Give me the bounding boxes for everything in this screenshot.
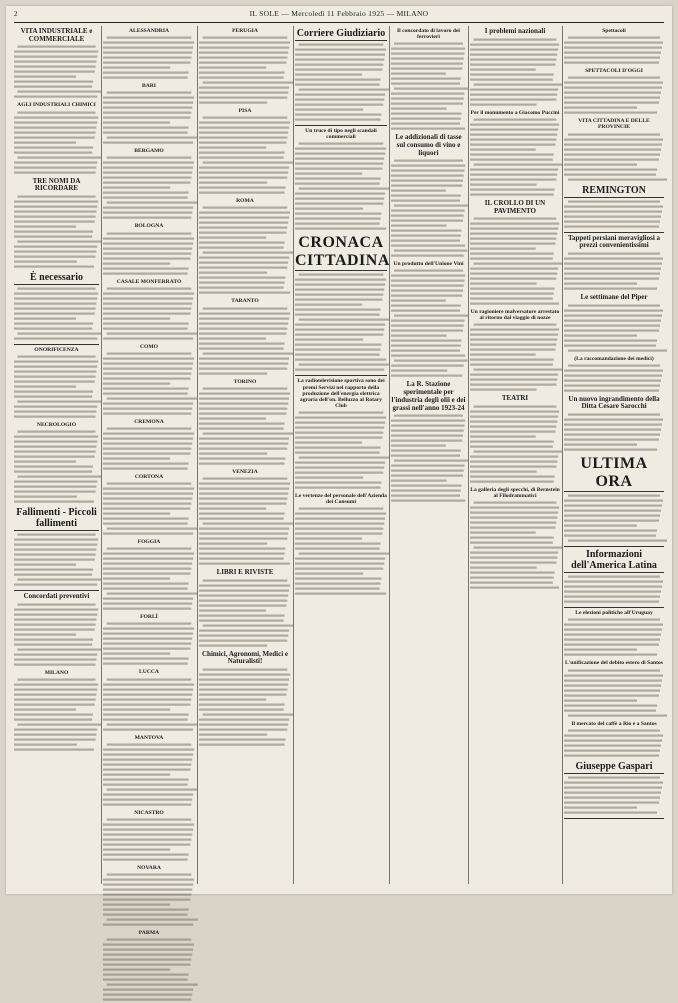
column-rule	[389, 26, 390, 884]
illegible-body-text	[564, 493, 664, 544]
column-4	[295, 26, 390, 884]
illegible-body-text	[564, 775, 664, 816]
illegible-body-text	[564, 574, 664, 605]
illegible-body-text	[14, 532, 99, 588]
text-lines-placeholder	[564, 668, 664, 718]
text-lines-placeholder	[199, 476, 291, 566]
text-lines-placeholder	[564, 775, 664, 815]
illegible-body-text	[103, 231, 195, 277]
headline: L'unificazione del debito estero di Santos	[565, 660, 663, 667]
text-lines-placeholder	[199, 115, 291, 195]
illegible-body-text	[199, 306, 291, 377]
illegible-body-text	[391, 413, 466, 504]
illegible-body-text	[103, 426, 195, 472]
illegible-body-text	[564, 363, 664, 394]
text-lines-placeholder	[470, 322, 560, 392]
text-lines-placeholder	[14, 354, 99, 419]
headline: AGLI INDUSTRIALI CHIMICI	[17, 102, 96, 109]
illegible-body-text	[103, 155, 195, 221]
illegible-body-text	[295, 506, 387, 597]
text-lines-placeholder	[103, 351, 195, 416]
column-1	[14, 26, 99, 884]
illegible-body-text	[470, 322, 560, 393]
text-lines-placeholder	[14, 677, 99, 752]
section-rule	[295, 375, 387, 376]
headline: COMO	[139, 343, 159, 350]
column-rule	[197, 26, 198, 884]
column-rule	[468, 26, 469, 884]
text-lines-placeholder	[295, 141, 387, 231]
illegible-body-text	[391, 268, 466, 379]
headline: Chimici, Agronomi, Medici e Naturalisti!	[202, 649, 288, 666]
headline: Spettacoli	[602, 28, 626, 34]
text-lines-placeholder	[199, 35, 291, 105]
text-lines-placeholder	[470, 216, 560, 306]
illegible-body-text	[564, 728, 664, 759]
column-6	[470, 26, 560, 884]
text-lines-placeholder	[14, 602, 99, 667]
headline: SPETTACOLI D'OGGI	[585, 68, 643, 75]
text-lines-placeholder	[103, 90, 195, 145]
illegible-body-text	[564, 132, 664, 183]
illegible-body-text	[564, 617, 664, 658]
headline: ROMA	[236, 198, 254, 205]
headline: Un truce di tipo negli scandali commerciali	[305, 128, 377, 141]
illegible-body-text	[199, 476, 291, 567]
text-lines-placeholder	[14, 194, 99, 269]
illegible-body-text	[14, 286, 99, 342]
illegible-body-text	[564, 303, 664, 354]
text-lines-placeholder	[295, 506, 387, 596]
illegible-body-text	[103, 546, 195, 612]
text-lines-placeholder	[470, 37, 560, 107]
headline: Il mercato del caffè a Rio e a Santos	[571, 720, 657, 727]
text-lines-placeholder	[199, 667, 291, 747]
text-lines-placeholder	[103, 155, 195, 220]
text-lines-placeholder	[564, 574, 664, 604]
illegible-body-text	[470, 37, 560, 108]
illegible-body-text	[199, 115, 291, 196]
headline: LIBRI E RIVISTE	[216, 567, 274, 576]
illegible-body-text	[14, 429, 99, 505]
illegible-body-text	[103, 621, 195, 667]
text-lines-placeholder	[103, 742, 195, 807]
text-lines-placeholder	[103, 937, 195, 1002]
illegible-body-text	[103, 286, 195, 342]
text-lines-placeholder	[103, 35, 195, 80]
illegible-body-text	[103, 742, 195, 808]
text-lines-placeholder	[564, 303, 664, 353]
headline: CRONACA CITTADINA	[295, 234, 387, 271]
text-lines-placeholder	[295, 410, 387, 490]
illegible-body-text	[470, 404, 560, 485]
text-lines-placeholder	[295, 272, 387, 372]
headline: TORINO	[233, 378, 257, 385]
illegible-body-text	[470, 117, 560, 198]
text-lines-placeholder	[564, 35, 664, 65]
headline: CORTONA	[134, 473, 164, 480]
illegible-body-text	[103, 35, 195, 81]
section-rule	[295, 125, 387, 126]
text-lines-placeholder	[103, 621, 195, 666]
masthead	[14, 9, 664, 23]
illegible-body-text	[470, 500, 560, 591]
headline: VITA CITTADINA E DELLE PROVINCIE	[578, 118, 650, 131]
headline: BOLOGNA	[134, 223, 164, 230]
illegible-body-text	[391, 158, 466, 259]
illegible-body-text	[103, 351, 195, 417]
illegible-body-text	[295, 141, 387, 232]
headline: Un nuovo ingrandimento della Ditta Cesare Sarocchi	[568, 394, 660, 411]
headline: FORLÌ	[140, 614, 158, 621]
headline: NOVARA	[137, 864, 161, 871]
headline: NICASTRO	[134, 809, 164, 816]
illegible-body-text	[103, 677, 195, 733]
headline: PISA	[238, 108, 252, 115]
headline: Concordati preventivi	[23, 592, 90, 601]
headline: MANTOVA	[134, 734, 164, 741]
text-lines-placeholder	[199, 306, 291, 376]
illegible-body-text	[14, 44, 99, 100]
text-lines-placeholder	[199, 205, 291, 295]
illegible-body-text	[103, 817, 195, 863]
illegible-body-text	[199, 386, 291, 467]
column-2	[103, 26, 195, 936]
illegible-body-text	[14, 194, 99, 270]
headline: Le vertenze del personale dell'Azienda dei Consumi	[295, 493, 387, 506]
illegible-body-text	[103, 872, 195, 928]
headline: Le addizionali di tasse sul consumo di vino e liquori	[395, 133, 462, 157]
column-rule	[293, 26, 294, 884]
text-lines-placeholder	[470, 404, 560, 484]
text-lines-placeholder	[391, 158, 466, 258]
text-lines-placeholder	[564, 251, 664, 291]
headline: PERUGIA	[232, 28, 258, 34]
illegible-body-text	[199, 205, 291, 296]
text-lines-placeholder	[564, 412, 664, 452]
illegible-body-text	[295, 410, 387, 491]
headline: Fallimenti - Piccoli fallimenti	[14, 507, 99, 531]
headline: Informazioni dell'America Latina	[564, 549, 664, 573]
text-lines-placeholder	[470, 500, 560, 590]
newspaper-page	[6, 6, 672, 936]
headline: FOGGIA	[137, 539, 161, 546]
headline: Le settimane del Piper	[580, 292, 648, 301]
text-lines-placeholder	[103, 546, 195, 611]
illegible-body-text	[564, 412, 664, 453]
headline: TRE NOMI DA RICORDARE	[32, 176, 81, 193]
illegible-body-text	[14, 110, 99, 176]
illegible-body-text	[564, 35, 664, 66]
headline: IL CROLLO DI UN PAVIMENTO	[484, 198, 546, 215]
text-lines-placeholder	[103, 481, 195, 536]
illegible-body-text	[14, 602, 99, 668]
headline: La radiotelevisione sportiva sono dei premi Servizi nel rapporto della produzione dell'energia elettrica agraria dell'on. Belluzzo al Rotary Club	[297, 378, 385, 410]
illegible-body-text	[103, 481, 195, 537]
text-lines-placeholder	[391, 413, 466, 503]
headline: (La raccomandazione dei medici)	[574, 355, 654, 362]
column-rule	[101, 26, 102, 884]
illegible-body-text	[14, 677, 99, 753]
text-lines-placeholder	[564, 132, 664, 182]
headline: PARMA	[138, 929, 160, 936]
illegible-body-text	[295, 42, 387, 123]
column-rule	[562, 26, 563, 884]
headline: MILANO	[44, 669, 69, 676]
column-3	[199, 26, 291, 884]
text-lines-placeholder	[564, 493, 664, 543]
text-lines-placeholder	[14, 286, 99, 341]
illegible-body-text	[564, 199, 664, 230]
headline: VENEZIA	[232, 468, 258, 475]
headline: VITA INDUSTRIALE e COMMERCIALE	[20, 27, 93, 43]
text-lines-placeholder	[564, 728, 664, 758]
column-5	[391, 26, 466, 884]
text-lines-placeholder	[103, 677, 195, 732]
illegible-body-text	[199, 667, 291, 748]
illegible-body-text	[103, 90, 195, 146]
text-lines-placeholder	[391, 41, 466, 131]
text-lines-placeholder	[103, 426, 195, 471]
illegible-body-text	[391, 41, 466, 132]
headline: TEATRI	[501, 394, 529, 403]
headline: I problemi nazionali	[484, 27, 546, 35]
illegible-body-text	[564, 75, 664, 116]
headline: Tappeti persiani meravigliosi a prezzi convenientissimi	[567, 233, 661, 250]
text-lines-placeholder	[295, 42, 387, 122]
headline: CASALE MONFERRATO	[116, 278, 182, 285]
text-lines-placeholder	[103, 286, 195, 341]
headline: BARI	[142, 83, 156, 90]
illegible-body-text	[103, 937, 195, 1003]
illegible-body-text	[199, 578, 291, 649]
headline: REMINGTON	[564, 185, 664, 198]
illegible-body-text	[470, 216, 560, 307]
headline: La galleria degli specchi, di Bernstein al Filodrammatici	[470, 487, 560, 500]
column-7	[564, 26, 664, 884]
headline: ULTIMA ORA	[564, 455, 664, 492]
headline: Il concordato di lavoro dei ferrovieri	[397, 28, 460, 41]
headline: Corriere Giudiziario	[296, 28, 386, 39]
text-lines-placeholder	[14, 44, 99, 99]
headline: Per il monumento a Giacomo Puccini	[470, 109, 560, 116]
text-lines-placeholder	[564, 75, 664, 115]
text-lines-placeholder	[391, 268, 466, 378]
headline: NECROLOGIO	[36, 422, 77, 429]
headline: TARANTO	[231, 298, 259, 305]
section-rule	[564, 546, 664, 547]
text-lines-placeholder	[14, 532, 99, 587]
headline: Giuseppe Gaspari	[564, 761, 664, 774]
headline: ALESSANDRIA	[128, 28, 170, 34]
headline: ONORIFICENZA	[34, 346, 79, 353]
illegible-body-text	[295, 272, 387, 373]
text-lines-placeholder	[199, 578, 291, 648]
headline: La R. Stazione sperimentale per l'industria degli olii e dei grassi nell'anno 1923-24	[391, 380, 466, 412]
section-rule	[564, 232, 664, 233]
illegible-body-text	[14, 354, 99, 420]
illegible-body-text	[199, 35, 291, 106]
headline: Un ragioniere malversatore arrestato al ritorno dal viaggio di nozze	[470, 309, 560, 322]
section-rule	[14, 590, 99, 591]
masthead-title: IL SOLE — Mercoledì 11 Febbraio 1925 — MILANO	[249, 9, 429, 18]
headline: Le elezioni politiche all'Uruguay	[575, 610, 653, 617]
headline: LUCCA	[139, 669, 159, 676]
section-rule	[564, 607, 664, 608]
headline: Un produttu dell'Unione Vini	[393, 261, 464, 268]
text-lines-placeholder	[199, 386, 291, 466]
section-rule	[564, 818, 664, 819]
text-lines-placeholder	[103, 872, 195, 927]
text-lines-placeholder	[564, 363, 664, 393]
text-lines-placeholder	[564, 199, 664, 229]
headline: BERGAMO	[134, 148, 164, 155]
illegible-body-text	[564, 251, 664, 292]
text-lines-placeholder	[14, 429, 99, 504]
section-rule	[14, 344, 99, 345]
text-lines-placeholder	[564, 617, 664, 657]
headline: È necessario	[14, 272, 99, 285]
text-lines-placeholder	[103, 817, 195, 862]
headline: CREMONA	[134, 418, 164, 425]
page-number: 2	[14, 10, 18, 18]
text-lines-placeholder	[14, 110, 99, 175]
illegible-body-text	[564, 668, 664, 719]
text-lines-placeholder	[470, 117, 560, 197]
text-lines-placeholder	[103, 231, 195, 276]
